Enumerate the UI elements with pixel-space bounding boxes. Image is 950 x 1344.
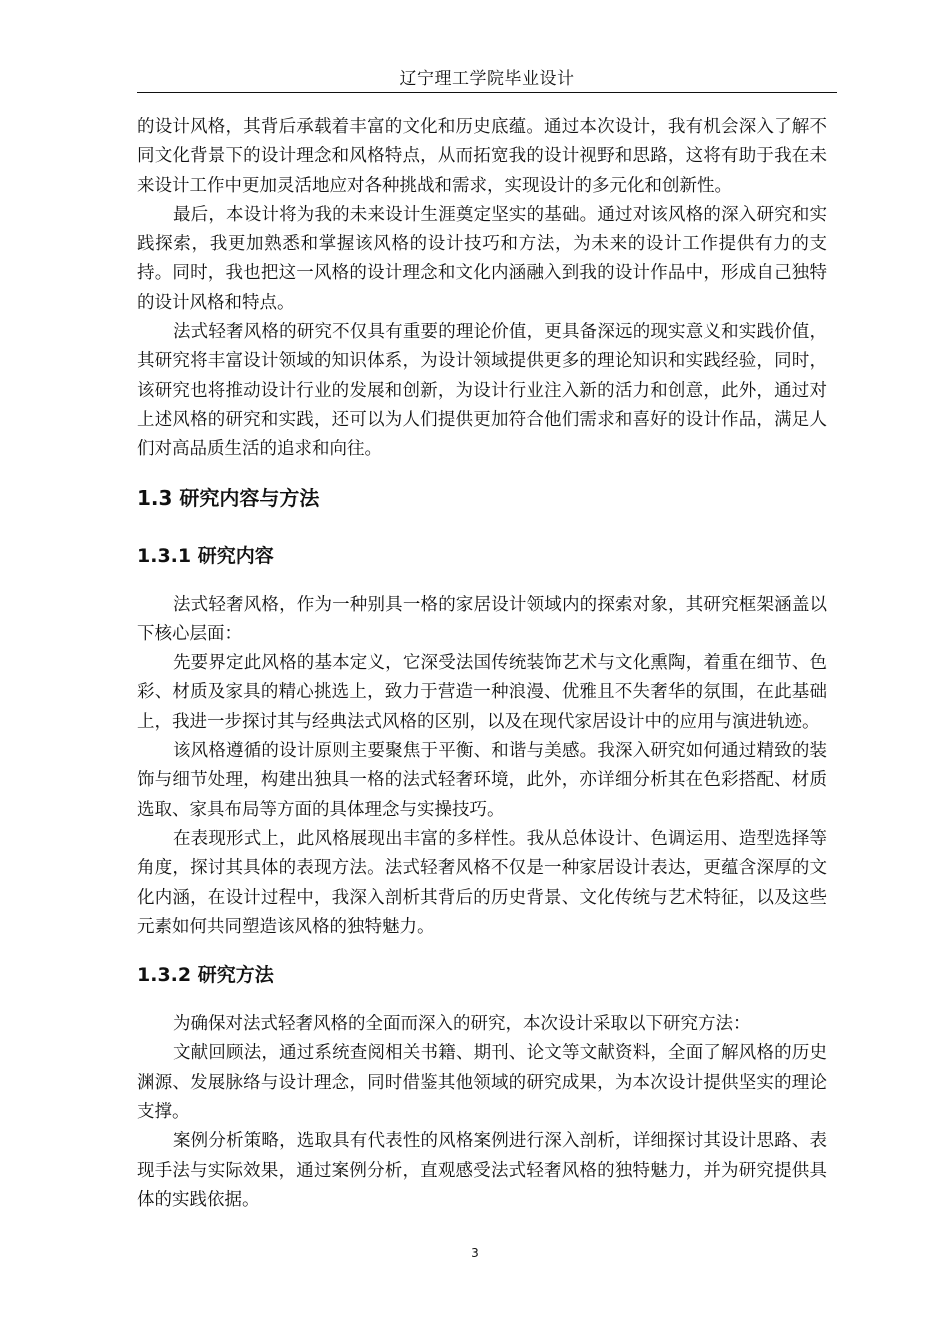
- header-divider: [137, 92, 837, 93]
- section-heading-1-3-2: 1.3.2 研究方法: [137, 964, 274, 987]
- paragraph: 文献回顾法，通过系统查阅相关书籍、期刊、论文等文献资料，全面了解风格的历史渊源、发展脉络与设计理念，同时借鉴其他领域的研究成果，为本次设计提供坚实的理论支撑。: [137, 1043, 827, 1123]
- page-header: 辽宁理工学院毕业设计: [399, 69, 575, 89]
- paragraph: 该风格遵循的设计原则主要聚焦于平衡、和谐与美感。我深入研究如何通过精致的装饰与细节处理，构建出独具一格的法式轻奢环境，此外，亦详细分析其在色彩搭配、材质选取、家具布局等方面的具体理念与实操技巧。: [137, 741, 827, 820]
- page-number: 3: [471, 1246, 479, 1260]
- section-heading-1-3: 1.3 研究内容与方法: [137, 485, 320, 510]
- page-body: [137, 113, 827, 1215]
- section-heading-1-3-1: 1.3.1 研究内容: [137, 544, 274, 567]
- paragraph: 最后，本设计将为我的未来设计生涯奠定坚实的基础。通过对该风格的深入研究和实践探索，我更加熟悉和掌握该风格的设计技巧和方法，为未来的设计工作提供有力的支持。同时，我也把这一风格的设计理念和文化内涵融入到我的设计作品中，形成自己独特的设计风格和特点。: [137, 204, 827, 313]
- paragraph: 案例分析策略，选取具有代表性的风格案例进行深入剖析，详细探讨其设计思路、表现手法与实际效果，通过案例分析，直观感受法式轻奢风格的独特魅力，并为研究提供具体的实践依据。: [137, 1131, 827, 1210]
- paragraph-continued: 的设计风格，其背后承载着丰富的文化和历史底蕴。通过本次设计，我有机会深入了解不同文化背景下的设计理念和风格特点，从而拓宽我的设计视野和思路，这将有助于我在未来设计工作中更加灵活地应对各种挑战和需求，实现设计的多元化和创新性。: [137, 117, 827, 196]
- paragraph: 法式轻奢风格，作为一种别具一格的家居设计领域内的探索对象，其研究框架涵盖以下核心层面：: [137, 594, 827, 644]
- paragraph: 先要界定此风格的基本定义，它深受法国传统装饰艺术与文化熏陶，着重在细节、色彩、材质及家具的精心挑选上，致力于营造一种浪漫、优雅且不失奢华的氛围，在此基础上，我进一步探讨其与经典法式风格的区别，以及在现代家居设计中的应用与演进轨迹。: [137, 653, 827, 732]
- paragraph: 法式轻奢风格的研究不仅具有重要的理论价值，更具备深远的现实意义和实践价值，其研究将丰富设计领域的知识体系，为设计领域提供更多的理论知识和实践经验，同时，该研究也将推动设计行业的发展和创新，为设计行业注入新的活力和创意，此外，通过对上述风格的研究和实践，还可以为人们提供更加符合他们需求和喜好的设计作品，满足人们对高品质生活的追求和向往。: [137, 322, 827, 460]
- paragraph: 在表现形式上，此风格展现出丰富的多样性。我从总体设计、色调运用、造型选择等角度，探讨其具体的表现方法。法式轻奢风格不仅是一种家居设计表达，更蕴含深厚的文化内涵，在设计过程中，我深入剖析其背后的历史背景、文化传统与艺术特征，以及这些元素如何共同塑造该风格的独特魅力。: [137, 828, 827, 937]
- paragraph: 为确保对法式轻奢风格的全面而深入的研究，本次设计采取以下研究方法：: [173, 1014, 751, 1035]
